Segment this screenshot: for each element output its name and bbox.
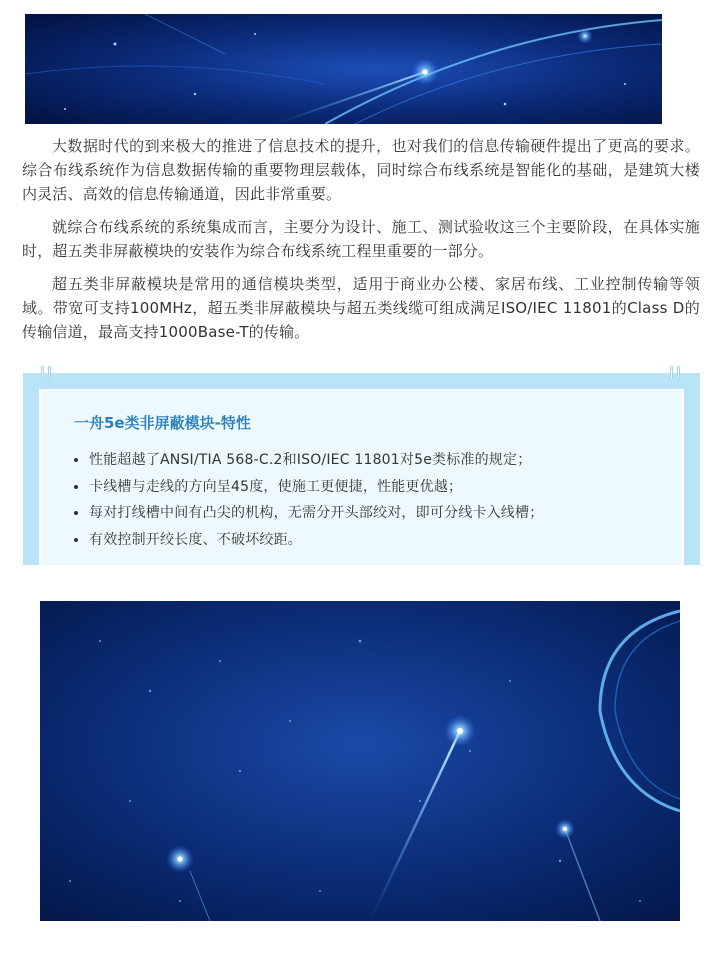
- feature-item: • 卡线槽与走线的方向呈45度，使施工更便捷，性能更优越；: [89, 474, 543, 501]
- technology-light-beams-image: [40, 601, 680, 921]
- paragraph-system-integration: 就综合布线系统的系统集成而言，主要分为设计、施工、测试验收这三个主要阶段，在具体实施时，超五类非屏蔽模块的安装作为综合布线系统工程里重要的一部分。: [22, 218, 700, 260]
- top-banner-image: [25, 14, 662, 124]
- frame-clip-left-icon: [40, 366, 54, 380]
- feature-panel: [39, 389, 684, 565]
- feature-list: [71, 447, 543, 553]
- feature-item: • 有效控制开绞长度、不破坏绞距。: [89, 527, 543, 554]
- article-body: [22, 134, 700, 353]
- paragraph-intro: 大数据时代的到来极大的推进了信息技术的提升，也对我们的信息传输硬件提出了更高的要求。综合布线系统作为信息数据传输的重要物理层载体，同时综合布线系统是智能化的基础，是建筑大楼内灵活、高效的信息传输通道，因此非常重要。: [22, 137, 700, 203]
- frame-clip-right-icon: [669, 366, 683, 380]
- technology-network-image: [25, 14, 662, 124]
- bottom-banner-image: [40, 601, 680, 921]
- feature-box: [23, 373, 700, 565]
- paragraph-module-description: 超五类非屏蔽模块是常用的通信模块类型，适用于商业办公楼、家居布线、工业控制传输等领域。带宽可支持100MHz，超五类非屏蔽模块与超五类线缆可组成满足ISO/IEC 11801的Class D的传输信道，最高支持1000Base-T的传输。: [22, 275, 700, 341]
- feature-item: • 每对打线槽中间有凸尖的机构，无需分开头部绞对，即可分线卡入线槽；: [89, 500, 543, 527]
- feature-title: 一舟5e类非屏蔽模块-特性: [74, 414, 251, 432]
- feature-item: • 性能超越了ANSI/TIA 568-C.2和ISO/IEC 11801对5e类标准的规定；: [89, 447, 543, 474]
